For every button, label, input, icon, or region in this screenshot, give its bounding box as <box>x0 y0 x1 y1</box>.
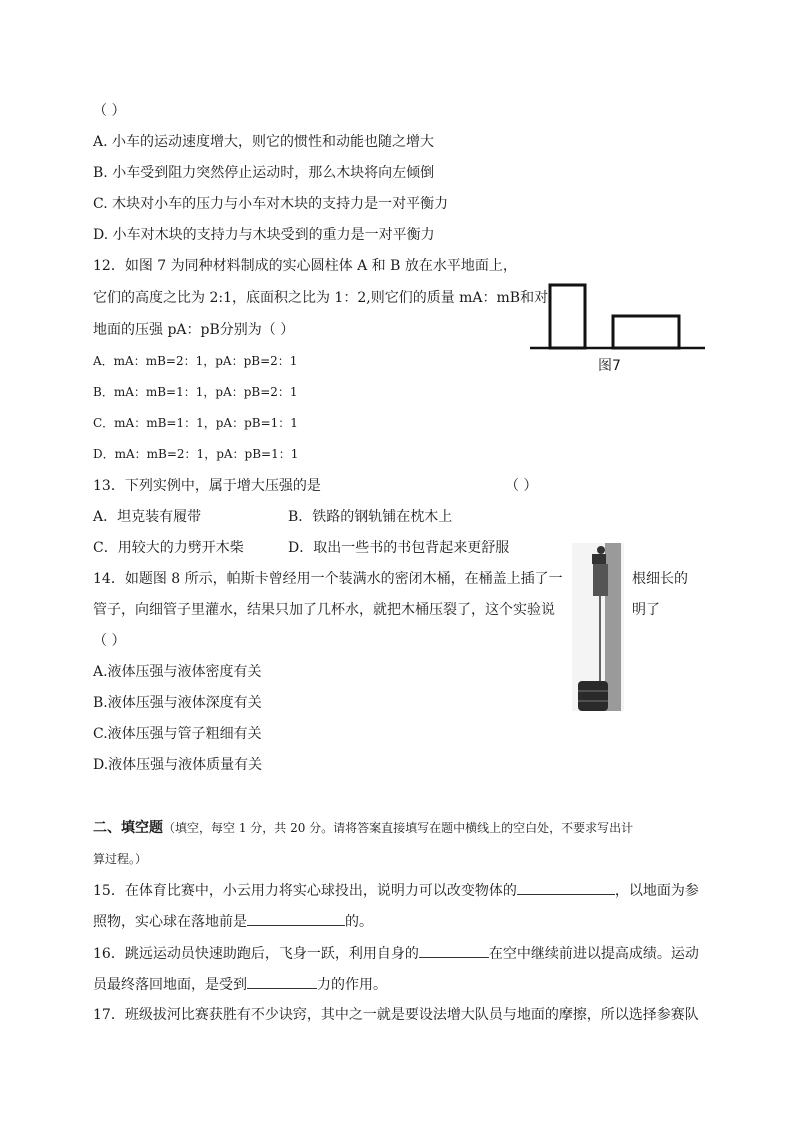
q15-line2 <box>93 911 373 932</box>
q17-line1: 17．班级拔河比赛获胜有不少诀窍，其中之一就是要设法增大队员与地面的摩擦，所以选择参赛队 <box>93 1007 699 1023</box>
q16-text-part3: 员最终落回地面，是受到 <box>93 977 247 993</box>
q14-stem-line2-tail: 明了 <box>632 602 660 618</box>
q16-text-part1: 16．跳远运动员快速助跑后，飞身一跃，利用自身的 <box>93 946 419 962</box>
q13-option-b: B．铁路的钢轨铺在枕木上 <box>288 509 453 525</box>
q14-stem-line1-tail: 根细长的 <box>632 571 688 587</box>
q13-stem: 13．下列实例中，属于增大压强的是 <box>93 478 321 494</box>
person-head <box>597 546 605 554</box>
q14-option-d: D.液体压强与液体质量有关 <box>93 757 263 773</box>
barrel <box>578 681 608 711</box>
q15-text-part1: 15．在体育比赛中，小云用力将实心球投出，说明力可以改变物体的 <box>93 883 517 899</box>
section-2-header <box>93 818 633 838</box>
q13-option-a: A．坦克装有履带 <box>93 509 202 525</box>
q12-stem-line2: 它们的高度之比为 2:1，底面积之比为 1：2,则它们的质量 mA：mB和对 <box>93 290 549 306</box>
figure-7-cylinders <box>530 282 705 354</box>
q15-blank-2[interactable] <box>247 911 345 926</box>
q15-text-part2: ，以地面为参 <box>614 883 699 899</box>
q14-stem-line2: 管子，向细管子里灌水，结果只加了几杯水，就把木桶压裂了，这个实验说 <box>93 602 555 618</box>
q12-option-c: C．mA：mB=1：1，pA：pB=1：1 <box>93 416 298 430</box>
q11-answer-paren: （ ） <box>93 103 126 119</box>
section-2-note-line2: 算过程。） <box>93 852 148 866</box>
q12-stem-line1: 12．如图 7 为同种材料制成的实心圆柱体 A 和 B 放在水平地面上， <box>93 258 517 274</box>
q14-option-b: B.液体压强与液体深度有关 <box>93 695 262 711</box>
q13-option-d: D．取出一些书的书包背起来更舒服 <box>288 540 510 556</box>
q15-text-part3: 照物，实心球在落地前是 <box>93 914 247 930</box>
q15-blank-1[interactable] <box>517 880 615 895</box>
q16-line1 <box>93 943 699 964</box>
q16-text-part2: 在空中继续前进以提高成绩。运动 <box>488 946 699 962</box>
q14-option-a: A.液体压强与液体密度有关 <box>93 664 262 680</box>
q15-line1 <box>93 880 699 901</box>
q11-option-a: A. 小车的运动速度增大，则它的惯性和动能也随之增大 <box>93 134 435 150</box>
q12-option-b: B．mA：mB=1：1，pA：pB=2：1 <box>93 385 298 399</box>
person-body <box>592 554 606 564</box>
q16-blank-1[interactable] <box>419 943 489 958</box>
q11-option-b: B. 小车受到阻力突然停止运动时，那么木块将向左倾倒 <box>93 165 435 181</box>
section-2-title: 二、填空题 <box>93 820 163 836</box>
q13-answer-paren: （ ） <box>505 478 538 494</box>
q11-option-d: D. 小车对木块的支持力与木块受到的重力是一对平衡力 <box>93 227 435 243</box>
cylinder-b <box>613 316 679 348</box>
q16-line2 <box>93 974 387 995</box>
funnel-box <box>593 564 608 596</box>
cylinder-a <box>550 285 585 348</box>
q14-stem-line1: 14．如题图 8 所示，帕斯卡曾经用一个装满水的密闭木桶，在桶盖上插了一 <box>93 571 563 587</box>
figure-7-label: 图7 <box>598 358 621 374</box>
q16-blank-2[interactable] <box>247 974 317 989</box>
q12-option-d: D．mA：mB=2：1，pA：pB=1：1 <box>93 447 299 461</box>
q15-text-part4: 的。 <box>345 914 373 930</box>
figure-8-pascal-barrel-photo <box>572 543 624 711</box>
q13-option-c: C．用较大的力劈开木柴 <box>93 540 244 556</box>
section-2-note: （填空，每空 1 分，共 20 分。请将答案直接填写在题中横线上的空白处，不要求写出计 <box>163 821 634 835</box>
q12-option-a: A．mA：mB=2：1，pA：pB=2：1 <box>93 354 298 368</box>
q11-option-c: C. 木块对小车的压力与小车对木块的支持力是一对平衡力 <box>93 196 449 212</box>
q12-stem-line3: 地面的压强 pA：pB分别为（ ） <box>93 322 295 338</box>
q14-option-c: C.液体压强与管子粗细有关 <box>93 726 262 742</box>
q14-answer-paren: （ ） <box>93 633 126 649</box>
q16-text-part4: 力的作用。 <box>317 977 387 993</box>
